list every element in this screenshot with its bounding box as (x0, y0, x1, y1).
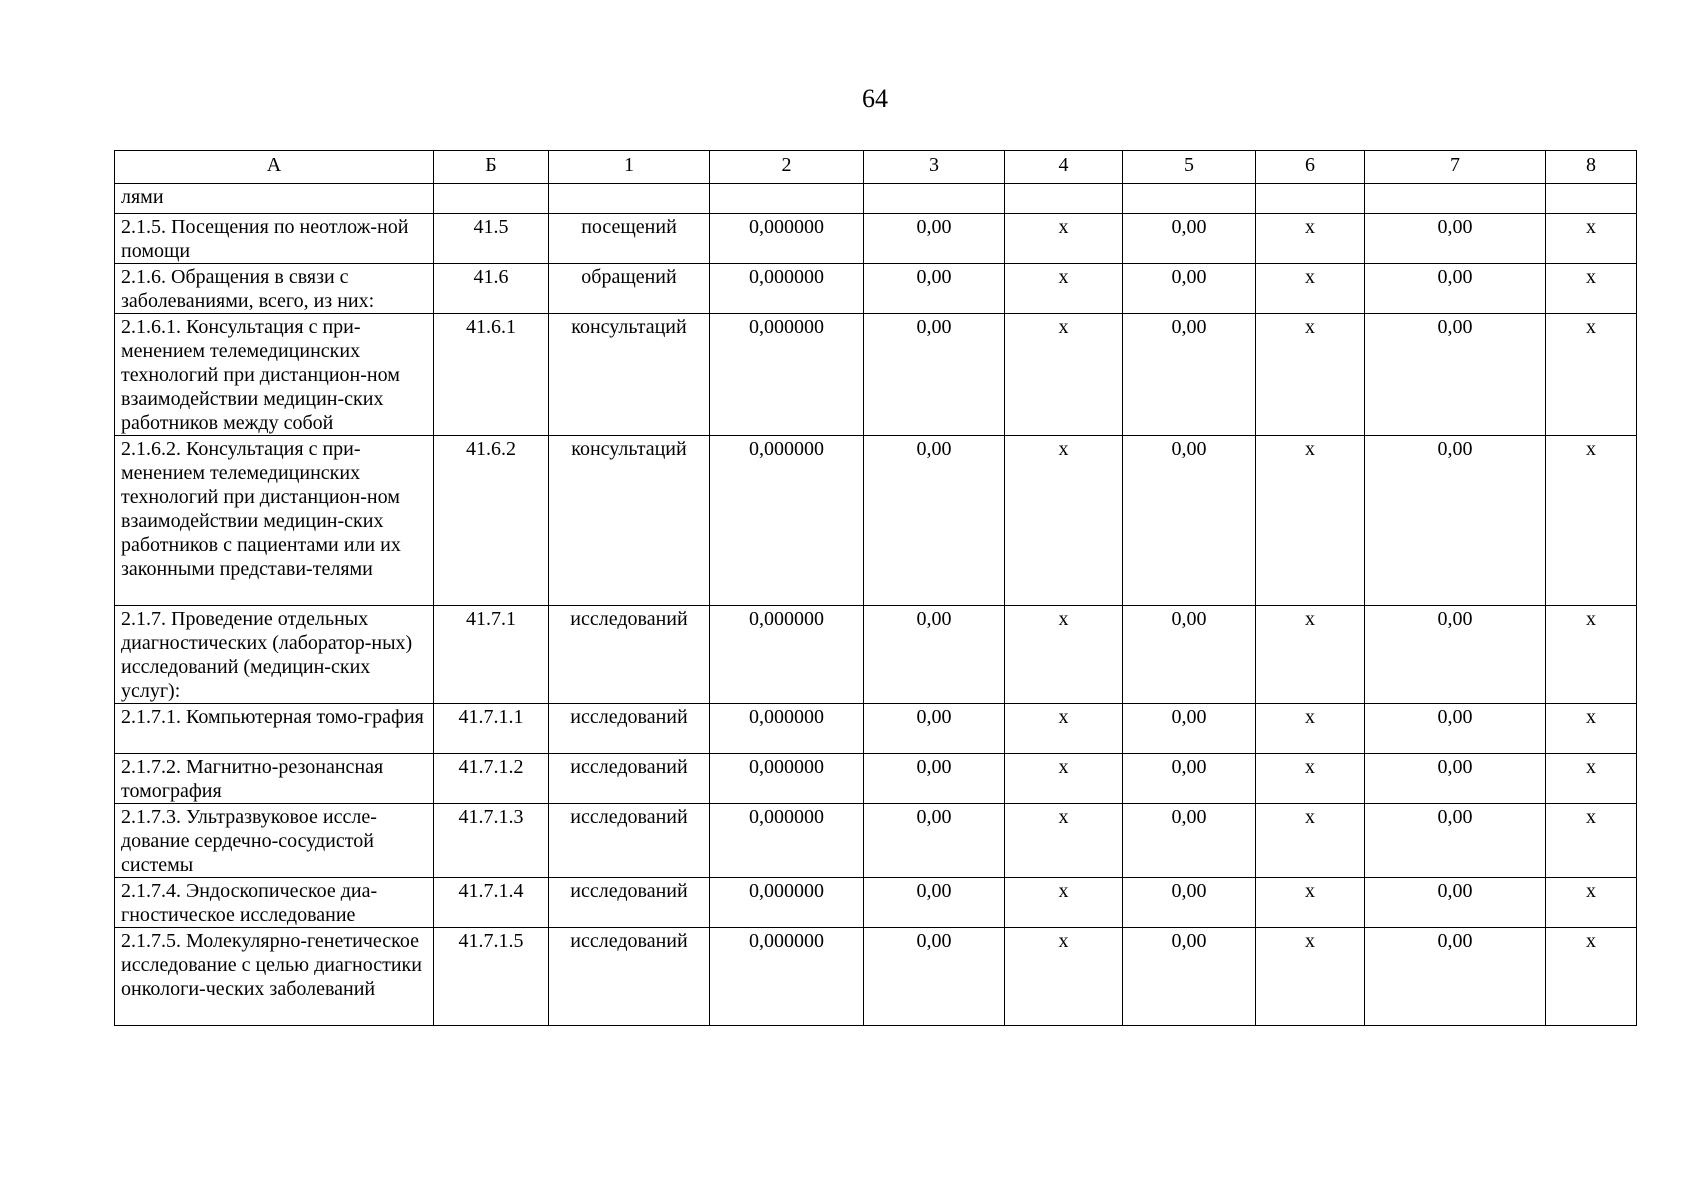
row-col-4-cell: х (1005, 264, 1123, 314)
row-name-cell: 2.1.6. Обращения в связи с заболеваниями, всего, из них: (115, 264, 434, 314)
row-col-5-cell: 0,00 (1123, 754, 1256, 804)
row-col-5-cell: 0,00 (1123, 878, 1256, 928)
row-col-7-cell: 0,00 (1365, 704, 1546, 754)
row-col-7-cell: 0,00 (1365, 436, 1546, 606)
row-name-cell: 2.1.6.2. Консультация с при-менением телемедицинских технологий при дистанцион-ном взаимодействии медицин-ских работников с пациентами или их законными представи-телями (115, 436, 434, 606)
row-col-4-cell: х (1005, 804, 1123, 878)
row-col-8-cell: х (1546, 264, 1637, 314)
row-col-6-cell: х (1256, 606, 1365, 704)
table-row (115, 878, 1637, 928)
row-col-8-cell: х (1546, 214, 1637, 264)
table-row (115, 214, 1637, 264)
row-code-cell: 41.7.1 (434, 606, 549, 704)
row-code-cell (434, 184, 549, 214)
row-col-2-cell: 0,000000 (710, 606, 864, 704)
row-code-cell: 41.6.1 (434, 314, 549, 436)
column-header-4: 4 (1005, 151, 1123, 184)
row-name-cell: 2.1.6.1. Консультация с при-менением телемедицинских технологий при дистанцион-ном взаимодействии медицин-ских работников между собой (115, 314, 434, 436)
row-col-6-cell: х (1256, 704, 1365, 754)
row-col-2-cell: 0,000000 (710, 804, 864, 878)
row-col-2-cell (710, 184, 864, 214)
row-col-8-cell: х (1546, 928, 1637, 1026)
row-col-6-cell: х (1256, 754, 1365, 804)
table-header (115, 151, 1637, 184)
row-col-7-cell: 0,00 (1365, 214, 1546, 264)
table-row (115, 264, 1637, 314)
page-number: 64 (862, 84, 888, 113)
row-col-5-cell: 0,00 (1123, 214, 1256, 264)
row-col-8-cell: х (1546, 704, 1637, 754)
column-header-7: 7 (1365, 151, 1546, 184)
table-row (115, 184, 1637, 214)
row-name-cell: 2.1.7.5. Молекулярно-генетическое исследование с целью диагностики онкологи-ческих заболеваний (115, 928, 434, 1026)
row-unit-cell: посещений (549, 214, 710, 264)
column-header-1: 1 (549, 151, 710, 184)
row-col-5-cell: 0,00 (1123, 804, 1256, 878)
row-name-cell: 2.1.7.2. Магнитно-резонансная томография (115, 754, 434, 804)
row-code-cell: 41.5 (434, 214, 549, 264)
row-col-7-cell: 0,00 (1365, 928, 1546, 1026)
column-header-6: 6 (1256, 151, 1365, 184)
row-col-3-cell: 0,00 (864, 436, 1005, 606)
row-col-7-cell: 0,00 (1365, 754, 1546, 804)
row-name-cell: 2.1.7. Проведение отдельных диагностических (лаборатор-ных) исследований (медицин-ских услуг): (115, 606, 434, 704)
row-col-6-cell: х (1256, 878, 1365, 928)
row-col-2-cell: 0,000000 (710, 436, 864, 606)
table-row (115, 704, 1637, 754)
row-col-8-cell: х (1546, 878, 1637, 928)
row-unit-cell: исследований (549, 804, 710, 878)
row-col-7-cell: 0,00 (1365, 606, 1546, 704)
row-col-5-cell: 0,00 (1123, 606, 1256, 704)
row-name-cell: лями (115, 184, 434, 214)
table-row (115, 928, 1637, 1026)
row-col-2-cell: 0,000000 (710, 704, 864, 754)
row-name-cell: 2.1.7.1. Компьютерная томо-графия (115, 704, 434, 754)
row-col-3-cell (864, 184, 1005, 214)
table-row (115, 436, 1637, 606)
column-header-3: 3 (864, 151, 1005, 184)
table-row (115, 754, 1637, 804)
row-col-5-cell (1123, 184, 1256, 214)
row-col-4-cell: х (1005, 436, 1123, 606)
row-unit-cell: консультаций (549, 314, 710, 436)
row-unit-cell: исследований (549, 704, 710, 754)
row-code-cell: 41.7.1.1 (434, 704, 549, 754)
row-col-3-cell: 0,00 (864, 754, 1005, 804)
row-col-2-cell: 0,000000 (710, 214, 864, 264)
table-body (115, 184, 1637, 1026)
row-name-cell: 2.1.7.3. Ультразвуковое иссле-дование сердечно-сосудистой системы (115, 804, 434, 878)
row-col-3-cell: 0,00 (864, 314, 1005, 436)
row-col-4-cell: х (1005, 704, 1123, 754)
row-col-6-cell: х (1256, 314, 1365, 436)
row-col-3-cell: 0,00 (864, 928, 1005, 1026)
row-code-cell: 41.7.1.3 (434, 804, 549, 878)
row-col-7-cell: 0,00 (1365, 804, 1546, 878)
row-col-5-cell: 0,00 (1123, 314, 1256, 436)
row-name-cell: 2.1.7.4. Эндоскопическое диа-гностическое исследование (115, 878, 434, 928)
row-col-2-cell: 0,000000 (710, 928, 864, 1026)
row-unit-cell (549, 184, 710, 214)
row-col-3-cell: 0,00 (864, 704, 1005, 754)
row-col-3-cell: 0,00 (864, 878, 1005, 928)
row-col-2-cell: 0,000000 (710, 754, 864, 804)
row-unit-cell: исследований (549, 606, 710, 704)
row-code-cell: 41.6.2 (434, 436, 549, 606)
row-col-3-cell: 0,00 (864, 606, 1005, 704)
row-col-7-cell: 0,00 (1365, 314, 1546, 436)
row-col-8-cell: х (1546, 314, 1637, 436)
row-col-7-cell (1365, 184, 1546, 214)
row-col-7-cell: 0,00 (1365, 264, 1546, 314)
row-unit-cell: консультаций (549, 436, 710, 606)
row-col-6-cell: х (1256, 436, 1365, 606)
column-header-a: А (115, 151, 434, 184)
row-col-4-cell (1005, 184, 1123, 214)
row-col-4-cell: х (1005, 754, 1123, 804)
row-col-4-cell: х (1005, 606, 1123, 704)
row-col-4-cell: х (1005, 314, 1123, 436)
row-col-5-cell: 0,00 (1123, 436, 1256, 606)
row-col-5-cell: 0,00 (1123, 704, 1256, 754)
row-code-cell: 41.7.1.2 (434, 754, 549, 804)
row-col-2-cell: 0,000000 (710, 314, 864, 436)
row-col-4-cell: х (1005, 878, 1123, 928)
column-header-8: 8 (1546, 151, 1637, 184)
data-table (114, 150, 1637, 1026)
row-col-8-cell (1546, 184, 1637, 214)
row-col-7-cell: 0,00 (1365, 878, 1546, 928)
row-col-6-cell: х (1256, 804, 1365, 878)
row-col-5-cell: 0,00 (1123, 928, 1256, 1026)
row-unit-cell: обращений (549, 264, 710, 314)
row-name-cell: 2.1.5. Посещения по неотлож-ной помощи (115, 214, 434, 264)
column-header-2: 2 (710, 151, 864, 184)
row-col-6-cell: х (1256, 214, 1365, 264)
row-col-8-cell: х (1546, 606, 1637, 704)
row-code-cell: 41.7.1.5 (434, 928, 549, 1026)
row-col-2-cell: 0,000000 (710, 264, 864, 314)
row-col-5-cell: 0,00 (1123, 264, 1256, 314)
row-unit-cell: исследований (549, 754, 710, 804)
row-col-6-cell: х (1256, 264, 1365, 314)
row-col-8-cell: х (1546, 754, 1637, 804)
row-unit-cell: исследований (549, 928, 710, 1026)
row-unit-cell: исследований (549, 878, 710, 928)
table-row (115, 314, 1637, 436)
row-code-cell: 41.7.1.4 (434, 878, 549, 928)
row-col-3-cell: 0,00 (864, 214, 1005, 264)
row-col-2-cell: 0,000000 (710, 878, 864, 928)
row-col-3-cell: 0,00 (864, 804, 1005, 878)
row-col-4-cell: х (1005, 214, 1123, 264)
row-col-6-cell (1256, 184, 1365, 214)
row-col-4-cell: х (1005, 928, 1123, 1026)
row-col-6-cell: х (1256, 928, 1365, 1026)
row-col-3-cell: 0,00 (864, 264, 1005, 314)
row-col-8-cell: х (1546, 804, 1637, 878)
row-code-cell: 41.6 (434, 264, 549, 314)
row-col-8-cell: х (1546, 436, 1637, 606)
column-header-b: Б (434, 151, 549, 184)
table-row (115, 606, 1637, 704)
table-row (115, 804, 1637, 878)
column-header-5: 5 (1123, 151, 1256, 184)
